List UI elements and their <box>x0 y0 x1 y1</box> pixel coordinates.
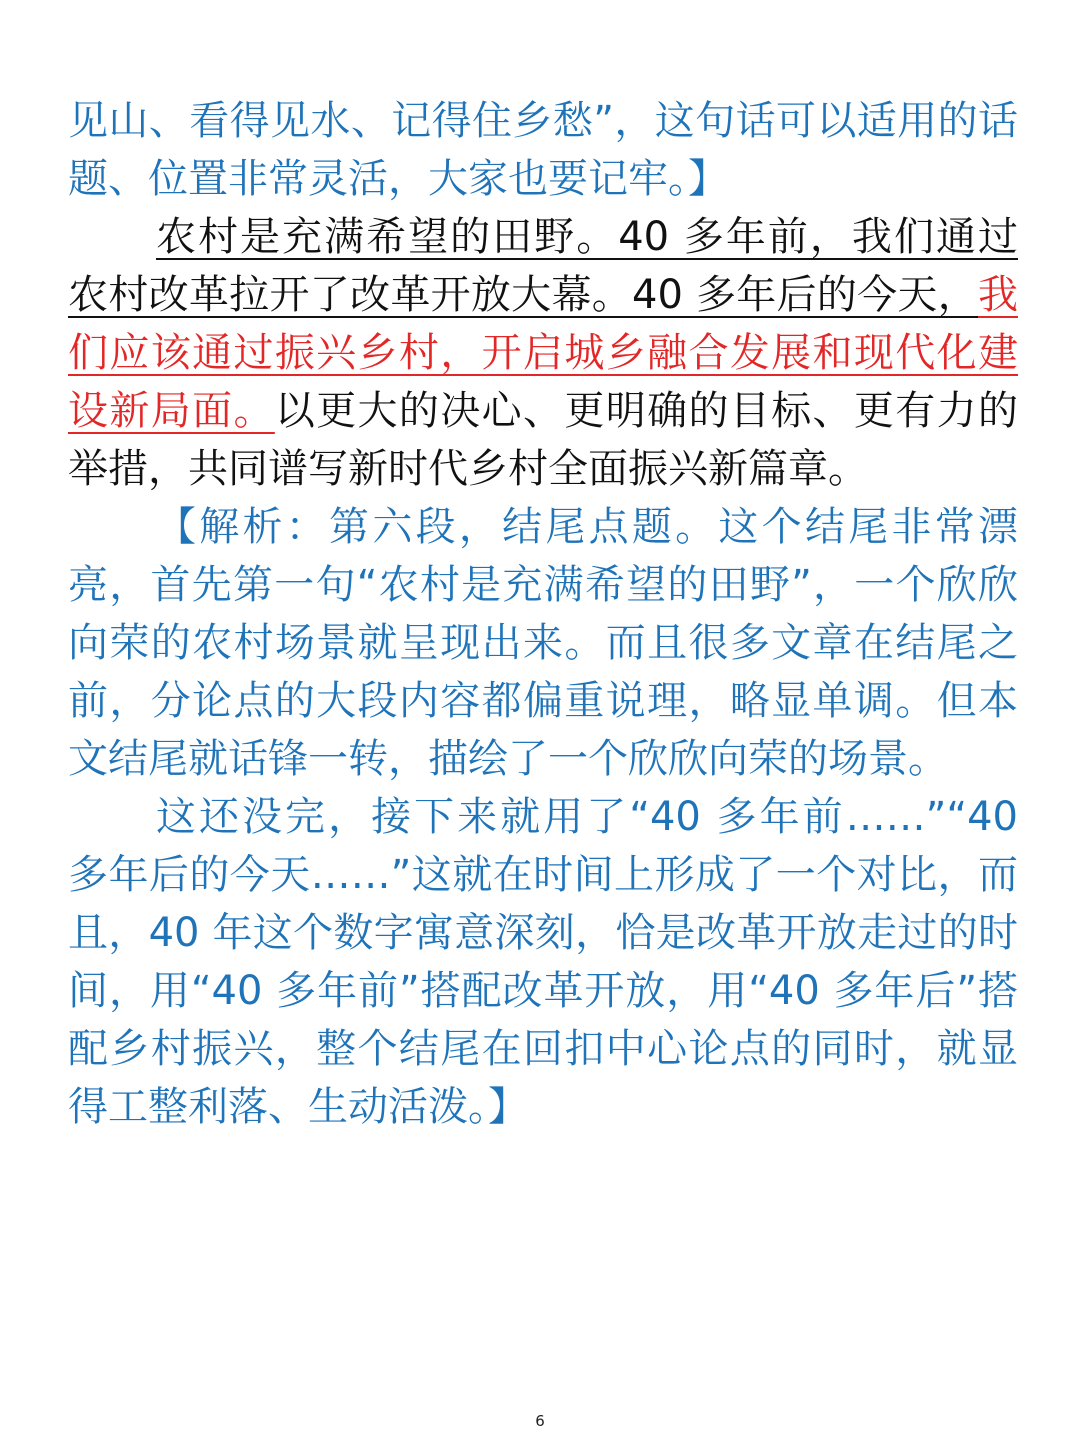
underlined-sentence-red: 我们应该通过振兴乡村，开启城乡融合发展和现代化建设新局面。 <box>68 272 1018 434</box>
page-content <box>68 92 1018 1136</box>
analysis-text-1: 【解析：第六段，结尾点题。这个结尾非常漂亮，首先第一句“农村是充满希望的田野”，一个欣欣向荣的农村场景就呈现出来。而且很多文章在结尾之前，分论点的大段内容都偏重说理，略显单调。但本文结尾就话锋一转，描绘了一个欣欣向荣的场景。 <box>68 504 1018 782</box>
conclusion-plain-text: 以更大的决心、更明确的目标、更有力的举措，共同谱写新时代乡村全面振兴新篇章。 <box>68 388 1019 492</box>
analysis-paragraph-2 <box>68 788 1018 1136</box>
underlined-sentence-black: 农村是充满希望的田野。40 多年前，我们通过农村改革拉开了改革开放大幕。40 多年后的今天， <box>68 214 1018 318</box>
conclusion-paragraph <box>68 208 1018 498</box>
analysis-paragraph-1 <box>68 498 1018 788</box>
analysis-text-continued: 见山、看得见水、记得住乡愁”，这句话可以适用的话题、位置非常灵活，大家也要记牢。】 <box>68 98 1018 202</box>
analysis-text-2: 这还没完，接下来就用了“40 多年前……”“40 多年后的今天……”这就在时间上形成了一个对比，而且，40 年这个数字寓意深刻，恰是改革开放走过的时间，用“40 多年前”搭配改革开放，用“40 多年后”搭配乡村振兴，整个结尾在回扣中心论点的同时，就显得工整利落、生动活泼。】 <box>68 794 1018 1130</box>
page-number: 6 <box>535 1412 545 1430</box>
analysis-paragraph-continued <box>68 92 1018 208</box>
